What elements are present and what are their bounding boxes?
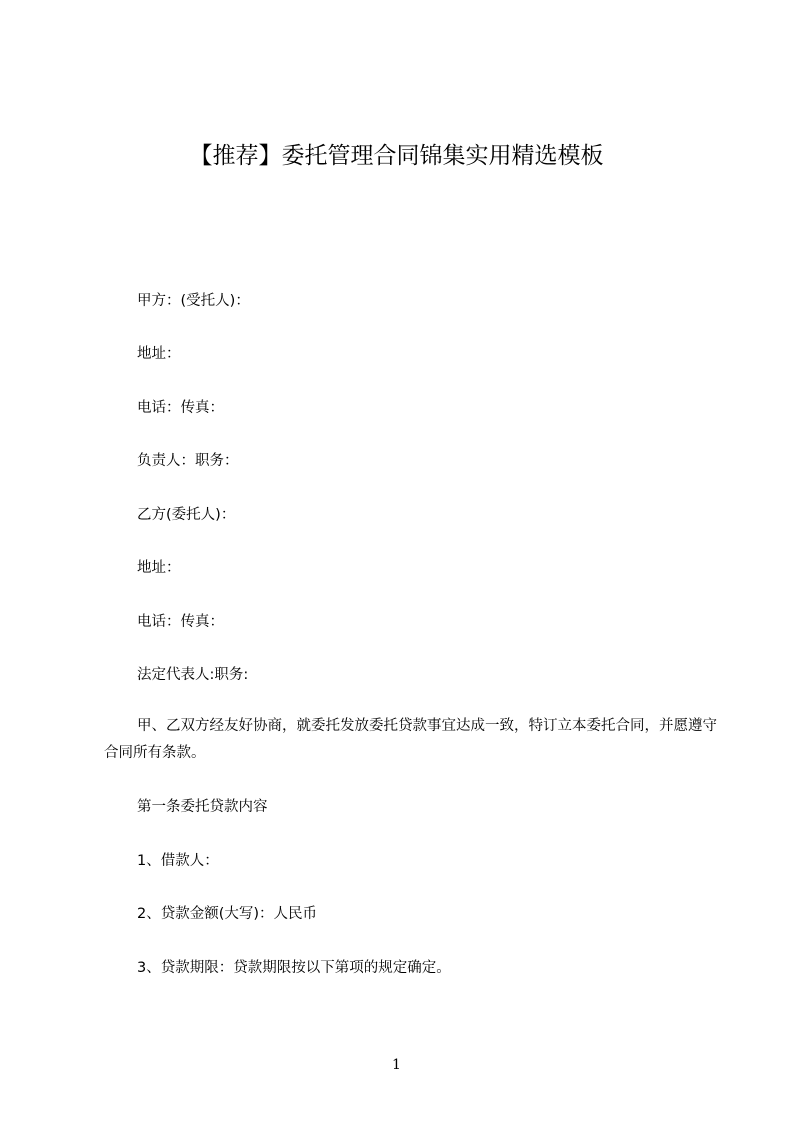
clause-item-borrower: 1、借款人： bbox=[137, 853, 219, 869]
clause-item-loan-amount: 2、贷款金额(大写)：人民币 bbox=[137, 906, 318, 922]
party-a-address-label: 地址： bbox=[137, 346, 181, 362]
document-title: 【推荐】委托管理合同锦集实用精选模板 bbox=[189, 143, 604, 169]
party-a-label: 甲方：(受托人)： bbox=[137, 293, 250, 309]
clause-item-loan-term: 3、贷款期限：贷款期限按以下第项的规定确定。 bbox=[137, 960, 451, 976]
party-b-label: 乙方(委托人)： bbox=[137, 507, 236, 523]
agreement-paragraph: 甲、乙双方经友好协商，就委托发放委托贷款事宜达成一致，特订立本委托合同，并愿遵守合同所有条款。 bbox=[104, 718, 717, 761]
party-a-person-in-charge-label: 负责人：职务： bbox=[137, 453, 239, 469]
page-number: 1 bbox=[392, 1057, 401, 1073]
party-b-phone-fax-label: 电话：传真： bbox=[137, 614, 224, 630]
legal-representative-label: 法定代表人:职务: bbox=[137, 667, 249, 683]
party-a-phone-fax-label: 电话：传真： bbox=[137, 400, 224, 416]
party-b-address-label: 地址： bbox=[137, 560, 181, 576]
clause-heading: 第一条委托贷款内容 bbox=[137, 799, 268, 815]
